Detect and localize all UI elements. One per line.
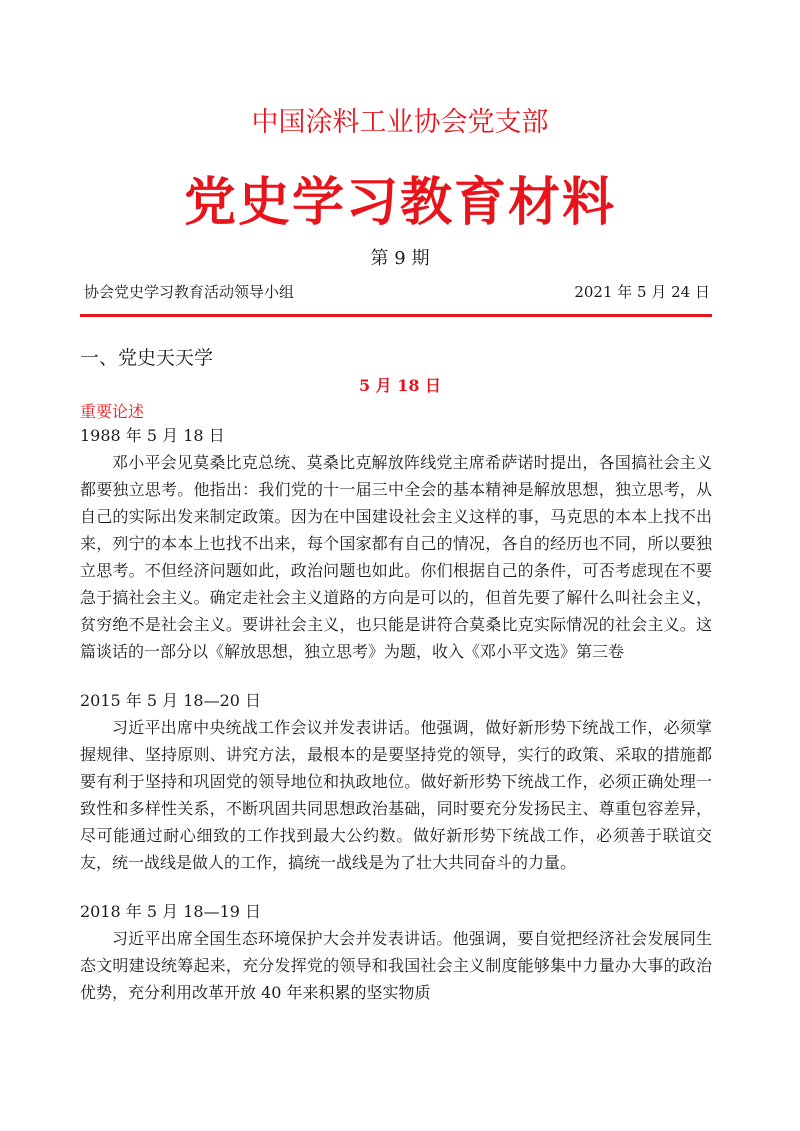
entry [80, 422, 712, 665]
org-title: 中国涂料工业协会党支部 [251, 107, 549, 138]
entry-date: 2018 年 5 月 18—19 日 [80, 902, 262, 921]
issue-date: 2021 年 5 月 24 日 [574, 283, 710, 301]
entry [80, 898, 712, 1006]
entry-date: 2015 年 5 月 18—20 日 [80, 691, 262, 710]
main-title: 党史学习教育材料 [183, 173, 616, 233]
issuer: 协会党史学习教育活动领导小组 [84, 283, 295, 301]
entries-list [80, 422, 712, 1028]
issue-number: 第 9 期 [370, 248, 430, 269]
entry-date: 1988 年 5 月 18 日 [80, 426, 225, 445]
entry-body: 习近平出席全国生态环境保护大会并发表讲话。他强调，要自觉把经济社会发展同生态文明建设统筹起来，充分发挥党的领导和我国社会主义制度能够集中力量办大事的政治优势，充分利用改革开放 40 年来积累的坚实物质 [80, 929, 712, 1002]
date-heading: 5 月 18 日 [358, 376, 442, 395]
section-heading: 一、党史天天学 [80, 347, 214, 369]
entry [80, 687, 712, 876]
entry-body: 邓小平会见莫桑比克总统、莫桑比克解放阵线党主席希萨诺时提出，各国搞社会主义都要独立思考。他指出：我们党的十一届三中全会的基本精神是解放思想，独立思考，从自己的实际出发来制定政策。因为在中国建设社会主义这样的事，马克思的本本上找不出来，列宁的本本上也找不出来，每个国家都有自己的情况，各自的经历也不同，所以要独立思考。不但经济问题如此，政治问题也如此。你们根据自己的条件，可否考虑现在不要急于搞社会主义。确定走社会主义道路的方向是可以的，但首先要了解什么叫社会主义，贫穷绝不是社会主义。要讲社会主义，也只能是讲符合莫桑比克实际情况的社会主义。这篇谈话的一部分以《解放思想，独立思考》为题，收入《邓小平文选》第三卷 [80, 453, 712, 661]
entry-body: 习近平出席中央统战工作会议并发表讲话。他强调，做好新形势下统战工作，必须掌握规律、坚持原则、讲究方法，最根本的是要坚持党的领导，实行的政策、采取的措施都要有利于坚持和巩固党的领导地位和执政地位。做好新形势下统战工作，必须正确处理一致性和多样性关系，不断巩固共同思想政治基础，同时要充分发扬民主、尊重包容差异，尽可能通过耐心细致的工作找到最大公约数。做好新形势下统战工作，必须善于联谊交友，统一战线是做人的工作，搞统一战线是为了壮大共同奋斗的力量。 [80, 718, 712, 872]
topic-label: 重要论述 [80, 402, 145, 421]
red-divider [80, 314, 712, 317]
